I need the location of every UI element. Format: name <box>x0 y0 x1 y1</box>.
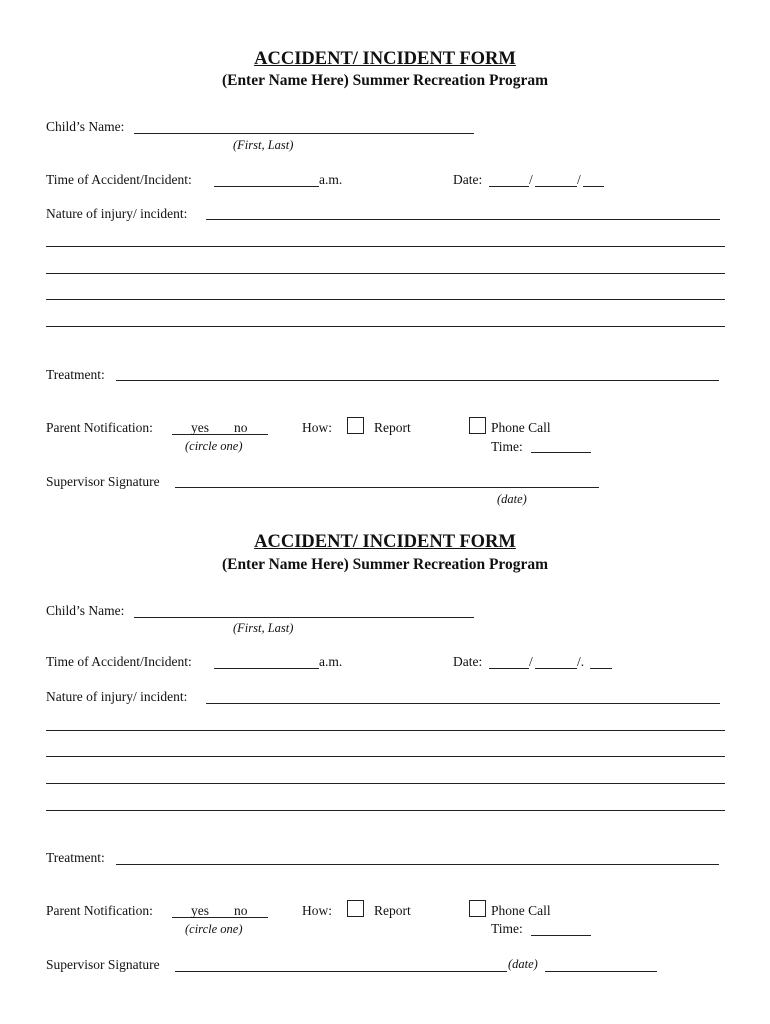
call-time-label: Time: <box>491 921 523 936</box>
nature-field[interactable] <box>206 703 720 704</box>
child-name-label: Child’s Name: <box>46 603 125 618</box>
no-option[interactable]: no <box>234 903 248 918</box>
supervisor-signature-label: Supervisor Signature <box>46 957 160 972</box>
date-hint: (date) <box>497 492 527 506</box>
circle-hint: (circle one) <box>185 439 243 453</box>
phone-call-checkbox[interactable] <box>469 900 486 917</box>
parent-notification-field <box>172 917 268 918</box>
parent-notification-label: Parent Notification: <box>46 420 153 435</box>
form-title: ACCIDENT/ INCIDENT FORM <box>254 49 516 69</box>
nature-line[interactable] <box>46 273 725 274</box>
nature-line[interactable] <box>46 783 725 784</box>
nature-label: Nature of injury/ incident: <box>46 689 188 704</box>
date-separator: / <box>529 654 533 669</box>
date-separator: / <box>529 172 533 187</box>
nature-label: Nature of injury/ incident: <box>46 206 188 221</box>
nature-line[interactable] <box>46 810 725 811</box>
date-year-field[interactable] <box>590 668 612 669</box>
phone-call-label: Phone Call <box>491 903 551 918</box>
how-label: How: <box>302 420 332 435</box>
time-field[interactable] <box>214 668 319 669</box>
child-name-hint: (First, Last) <box>233 138 294 152</box>
report-label: Report <box>374 420 411 435</box>
treatment-label: Treatment: <box>46 367 105 382</box>
call-time-label: Time: <box>491 439 523 454</box>
time-suffix: a.m. <box>319 172 343 187</box>
date-label: Date: <box>453 172 483 187</box>
date-day-field[interactable] <box>535 668 577 669</box>
child-name-field[interactable] <box>134 617 474 618</box>
parent-notification-label: Parent Notification: <box>46 903 153 918</box>
time-suffix: a.m. <box>319 654 343 669</box>
date-field[interactable] <box>545 971 657 972</box>
child-name-label: Child’s Name: <box>46 119 125 134</box>
nature-line[interactable] <box>46 246 725 247</box>
nature-line[interactable] <box>46 326 725 327</box>
date-hint: (date) <box>508 957 538 971</box>
no-option[interactable]: no <box>234 420 248 435</box>
treatment-field[interactable] <box>116 380 719 381</box>
form-subtitle: (Enter Name Here) Summer Recreation Program <box>221 72 549 89</box>
date-separator: /. <box>577 654 585 669</box>
parent-notification-field <box>172 434 268 435</box>
form-subtitle: (Enter Name Here) Summer Recreation Program <box>221 556 549 573</box>
call-time-field[interactable] <box>531 935 591 936</box>
date-month-field[interactable] <box>489 668 529 669</box>
date-year-field[interactable] <box>583 186 604 187</box>
supervisor-signature-label: Supervisor Signature <box>46 474 160 489</box>
supervisor-signature-field[interactable] <box>175 487 599 488</box>
nature-line[interactable] <box>46 756 725 757</box>
treatment-field[interactable] <box>116 864 719 865</box>
time-label: Time of Accident/Incident: <box>46 172 192 187</box>
date-day-field[interactable] <box>535 186 577 187</box>
circle-hint: (circle one) <box>185 922 243 936</box>
nature-line[interactable] <box>46 730 725 731</box>
time-label: Time of Accident/Incident: <box>46 654 192 669</box>
date-label: Date: <box>453 654 483 669</box>
phone-call-checkbox[interactable] <box>469 417 486 434</box>
call-time-field[interactable] <box>531 452 591 453</box>
nature-field[interactable] <box>206 219 720 220</box>
nature-line[interactable] <box>46 299 725 300</box>
treatment-label: Treatment: <box>46 850 105 865</box>
yes-option[interactable]: yes <box>191 903 209 918</box>
report-checkbox[interactable] <box>347 417 364 434</box>
child-name-field[interactable] <box>134 133 474 134</box>
report-checkbox[interactable] <box>347 900 364 917</box>
date-separator: / <box>577 172 581 187</box>
time-field[interactable] <box>214 186 319 187</box>
form-title: ACCIDENT/ INCIDENT FORM <box>254 532 516 552</box>
child-name-hint: (First, Last) <box>233 621 294 635</box>
phone-call-label: Phone Call <box>491 420 551 435</box>
how-label: How: <box>302 903 332 918</box>
date-month-field[interactable] <box>489 186 529 187</box>
yes-option[interactable]: yes <box>191 420 209 435</box>
supervisor-signature-field[interactable] <box>175 971 507 972</box>
report-label: Report <box>374 903 411 918</box>
